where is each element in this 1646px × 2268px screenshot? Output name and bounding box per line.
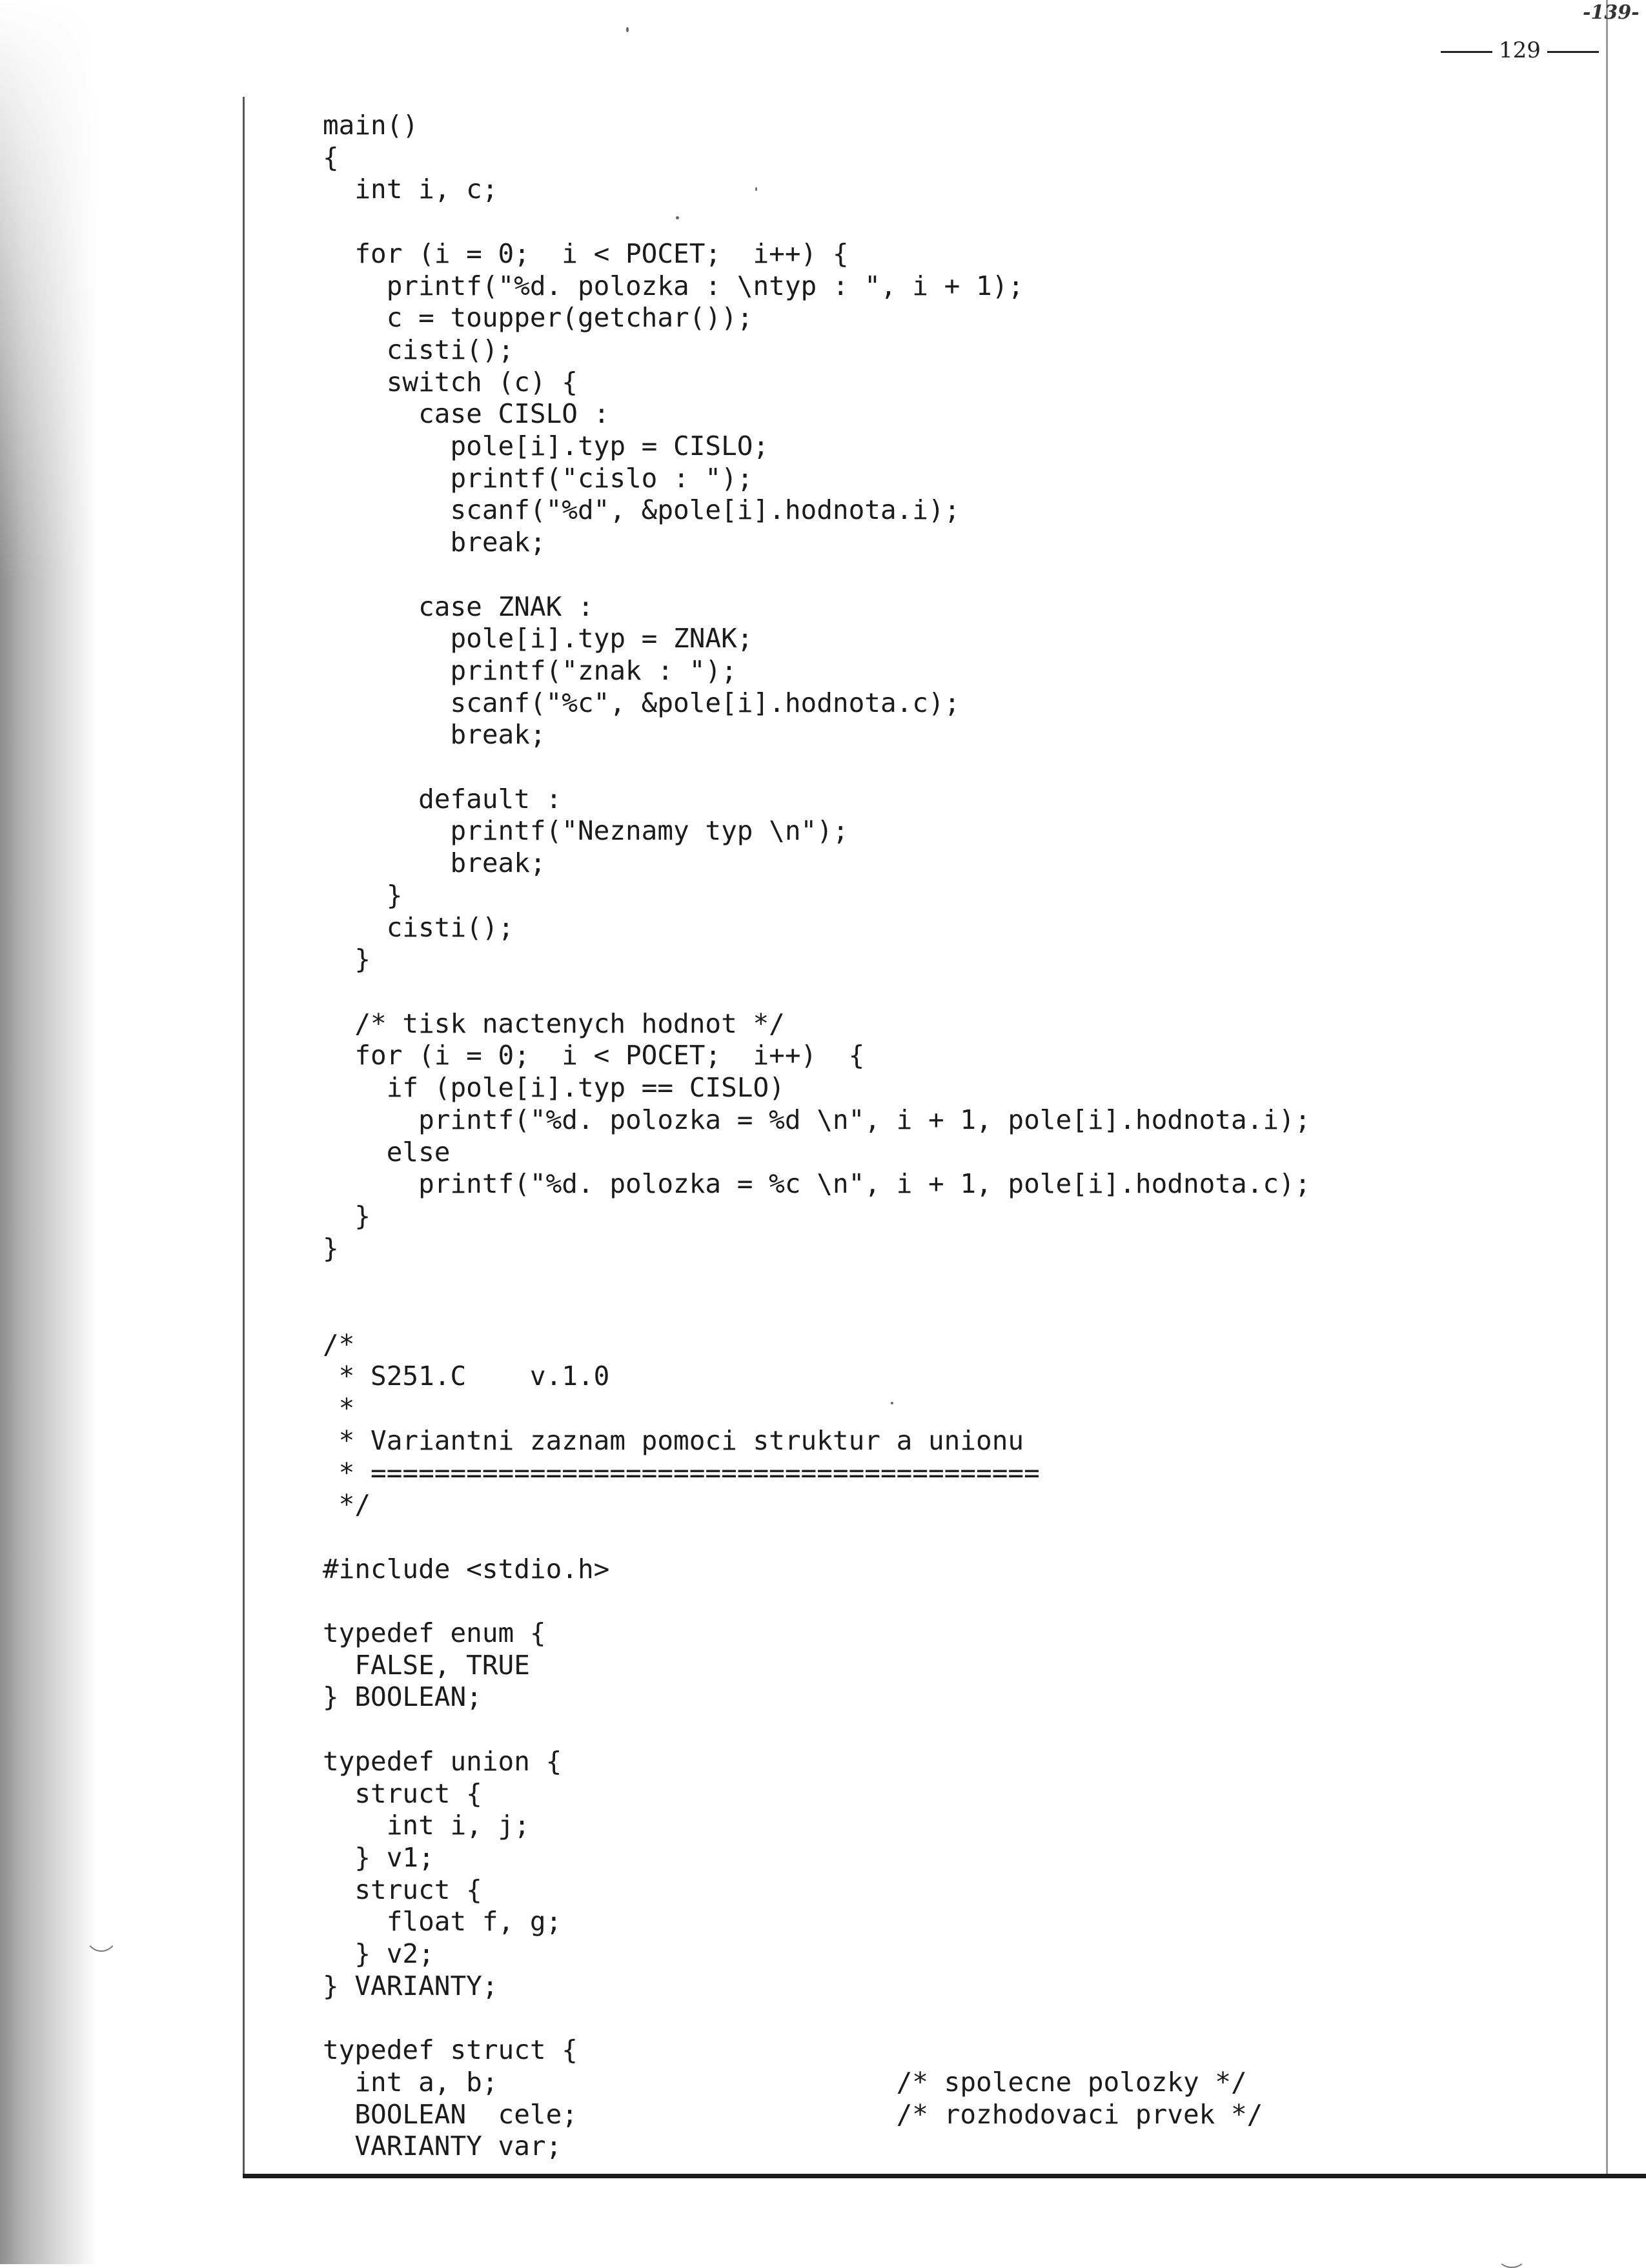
- code-line: *: [323, 1393, 355, 1424]
- code-line: c = toupper(getchar());: [323, 302, 753, 334]
- code-line: } v2;: [323, 1938, 434, 1970]
- code-line: int i, j;: [323, 1810, 530, 1841]
- code-line: break;: [323, 847, 546, 879]
- code-line: * Variantni zaznam pomoci struktur a unionu: [323, 1424, 1024, 1456]
- code-line: */: [323, 1489, 371, 1521]
- code-line: {: [323, 141, 339, 173]
- page-number-handwritten: -139-: [1583, 1, 1640, 24]
- code-line: cisti();: [323, 334, 514, 365]
- code-line: cisti();: [323, 911, 514, 943]
- code-line: #include <stdio.h>: [323, 1553, 610, 1585]
- code-line: BOOLEAN cele; /* rozhodovaci prvek */: [323, 2098, 1263, 2130]
- scan-speck: [755, 187, 757, 191]
- scan-speck: [891, 1402, 893, 1404]
- code-line: pole[i].typ = ZNAK;: [323, 623, 753, 654]
- code-line: printf("%d. polozka = %c \n", i + 1, pole[i].hodnota.c);: [323, 1168, 1311, 1200]
- pencil-mark: [1498, 2246, 1526, 2268]
- code-line: typedef struct {: [323, 2034, 578, 2066]
- code-line: if (pole[i].typ == CISLO): [323, 1072, 785, 1104]
- code-line: }: [323, 1232, 339, 1264]
- page-number: 129: [1434, 37, 1605, 63]
- code-line: int a, b; /* spolecne polozky */: [323, 2066, 1247, 2098]
- code-line: }: [323, 879, 403, 911]
- code-line: /* tisk nactenych hodnot */: [323, 1007, 785, 1039]
- code-line: printf("znak : ");: [323, 654, 737, 686]
- code-line: typedef union {: [323, 1745, 562, 1777]
- code-listing: [323, 110, 1601, 2163]
- code-line: }: [323, 944, 371, 975]
- code-line: break;: [323, 719, 546, 751]
- scan-speck: [626, 27, 629, 32]
- code-line: scanf("%d", &pole[i].hodnota.i);: [323, 494, 960, 526]
- code-line: for (i = 0; i < POCET; i++) {: [323, 238, 849, 269]
- code-line: switch (c) {: [323, 366, 578, 398]
- scan-speck: [676, 216, 679, 219]
- code-line: } v1;: [323, 1841, 434, 1873]
- code-line: case ZNAK :: [323, 591, 594, 622]
- code-line: } VARIANTY;: [323, 1970, 498, 2001]
- code-line: } BOOLEAN;: [323, 1681, 482, 1713]
- code-line: int i, c;: [323, 174, 498, 205]
- code-line: FALSE, TRUE: [323, 1649, 530, 1681]
- left-margin-line: [243, 97, 245, 2175]
- code-line: VARIANTY var;: [323, 2131, 562, 2162]
- code-line: struct {: [323, 1777, 482, 1809]
- code-line: case CISLO :: [323, 398, 610, 430]
- code-line: * ==========================================: [323, 1457, 1040, 1488]
- code-line: printf("Neznamy typ \n");: [323, 815, 849, 847]
- code-line: scanf("%c", &pole[i].hodnota.c);: [323, 687, 960, 718]
- code-line: break;: [323, 527, 546, 558]
- pencil-mark: [84, 1910, 119, 1952]
- code-line: printf("cislo : ");: [323, 462, 753, 494]
- right-edge-line: [1606, 0, 1608, 2175]
- code-line: pole[i].typ = CISLO;: [323, 430, 769, 462]
- scan-edge-fade: [0, 0, 97, 581]
- code-line: float f, g;: [323, 1906, 562, 1938]
- code-line: struct {: [323, 1874, 482, 1905]
- code-line: for (i = 0; i < POCET; i++) {: [323, 1040, 865, 1071]
- code-line: main(): [323, 110, 419, 141]
- code-line: }: [323, 1200, 371, 1231]
- code-line: * S251.C v.1.0: [323, 1361, 610, 1392]
- code-line: printf("%d. polozka = %d \n", i + 1, pole[i].hodnota.i);: [323, 1104, 1311, 1135]
- code-line: default :: [323, 783, 562, 815]
- code-line: else: [323, 1136, 451, 1168]
- code-line: typedef enum {: [323, 1617, 546, 1649]
- bottom-rule: [243, 2174, 1646, 2178]
- code-line: printf("%d. polozka : \ntyp : ", i + 1);: [323, 270, 1024, 301]
- code-line: /*: [323, 1328, 355, 1360]
